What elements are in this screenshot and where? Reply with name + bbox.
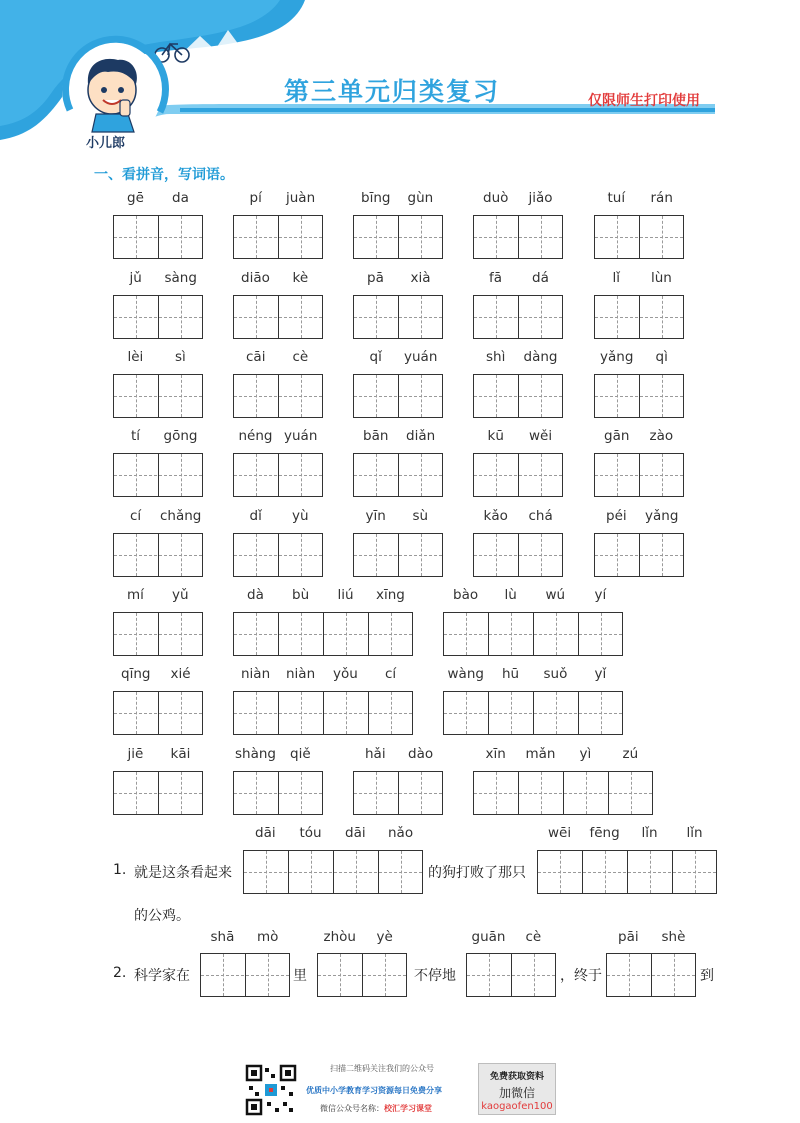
pinyin-syllable: shā [210,929,235,945]
word-box-20[interactable] [113,533,203,577]
pinyin-syllable: shì [486,349,506,365]
sentence-text: 就是这条看起来 [134,865,232,881]
word-box-1[interactable] [233,215,323,259]
sentence-2-blank-4[interactable] [606,953,696,997]
word-box-33[interactable] [353,771,443,815]
word-box-4[interactable] [594,215,684,259]
pinyin-syllable: lǐn [641,825,658,841]
word-box-22[interactable] [353,533,443,577]
pinyin-syllable: yǐ [594,666,607,682]
section-title: 一、看拼音，写词语。 [94,167,234,183]
pinyin-syllable: yīn [365,508,386,524]
pinyin-syllable: qīng [121,666,151,682]
pinyin-syllable: gān [604,428,630,444]
word-box-14[interactable] [594,374,684,418]
pinyin-syllable: cè [525,929,542,945]
sentence-text: 的狗打败了那只 [428,865,526,881]
word-box-12[interactable] [353,374,443,418]
word-box-21[interactable] [233,533,323,577]
word-box-28[interactable] [113,691,203,735]
pinyin-syllable: tí [131,428,141,444]
pinyin-syllable: fēng [589,825,620,841]
pinyin-syllable: kè [292,270,309,286]
pinyin-syllable: mò [257,929,279,945]
word-box-18[interactable] [473,453,563,497]
pinyin-syllable: dǐ [249,508,262,524]
sentence-text: 里 [293,968,307,984]
pinyin-syllable: xié [170,666,191,682]
pinyin-syllable: pí [249,190,262,206]
sentence-text: 不停地 [414,968,456,984]
pinyin-syllable: lǐn [686,825,703,841]
word-box-8[interactable] [473,295,563,339]
pinyin-syllable: bīng [361,190,391,206]
wechat-badge [478,1063,556,1115]
pinyin-syllable: mí [127,587,144,603]
pinyin-syllable: yǔ [172,587,189,603]
pinyin-syllable: diāo [241,270,270,286]
sentence-text: ，终于 [560,968,602,984]
qr-code-icon [245,1064,297,1116]
pinyin-syllable: jǔ [129,270,142,286]
account-name: 校汇学习课堂 [384,1104,432,1113]
pinyin-syllable: kāi [170,746,191,762]
pinyin-syllable: péi [606,508,627,524]
pinyin-syllable: jiē [127,746,144,762]
pinyin-syllable: gùn [407,190,434,206]
account-label: 微信公众号名称： [320,1104,384,1113]
pinyin-syllable: yǎng [645,508,679,524]
pinyin-syllable: guān [471,929,506,945]
pinyin-syllable: juàn [286,190,316,206]
sentence-text: 科学家在 [134,968,190,984]
pinyin-syllable: xīn [485,746,506,762]
pinyin-syllable: hǎi [365,746,386,762]
pinyin-syllable: jiǎo [528,190,553,206]
page-title: 第三单元归类复习 [284,77,501,106]
word-box-23[interactable] [473,533,563,577]
pinyin-syllable: xià [410,270,431,286]
pinyin-syllable: mǎn [525,746,556,762]
pinyin-syllable: dàng [523,349,558,365]
word-box-27[interactable] [443,612,623,656]
sentence-number: 1. [113,862,127,878]
pinyin-syllable: cí [130,508,142,524]
pinyin-syllable: zú [622,746,639,762]
pinyin-syllable: shè [661,929,686,945]
word-box-15[interactable] [113,453,203,497]
word-box-16[interactable] [233,453,323,497]
pinyin-syllable: cí [385,666,397,682]
pinyin-syllable: dāi [345,825,366,841]
word-box-25[interactable] [113,612,203,656]
word-box-19[interactable] [594,453,684,497]
sentence-2-blank-1[interactable] [200,953,290,997]
pinyin-syllable: dà [247,587,264,603]
sentence-text: 到 [700,968,714,984]
pinyin-syllable: dá [532,270,549,286]
pinyin-syllable: yǎng [600,349,634,365]
pinyin-syllable: yí [594,587,607,603]
sentence-1-blank-1[interactable] [243,850,423,894]
word-box-31[interactable] [113,771,203,815]
pinyin-syllable: yù [292,508,309,524]
pinyin-syllable: shàng [235,746,276,762]
sentence-2-blank-3[interactable] [466,953,556,997]
word-box-7[interactable] [353,295,443,339]
pinyin-syllable: da [172,190,189,206]
pinyin-syllable: zhòu [323,929,356,945]
pinyin-syllable: diǎn [406,428,436,444]
word-box-6[interactable] [233,295,323,339]
pinyin-syllable: pā [367,270,384,286]
word-box-10[interactable] [113,374,203,418]
pinyin-syllable: niàn [286,666,316,682]
pinyin-syllable: chá [528,508,553,524]
pinyin-syllable: pāi [618,929,639,945]
pinyin-syllable: qǐ [369,349,382,365]
pinyin-syllable: kū [487,428,504,444]
pinyin-syllable: wěi [529,428,553,444]
pinyin-syllable: cè [292,349,309,365]
word-box-9[interactable] [594,295,684,339]
pinyin-syllable: lù [504,587,517,603]
pinyin-syllable: lèi [127,349,144,365]
pinyin-syllable: yè [376,929,393,945]
word-box-24[interactable] [594,533,684,577]
pinyin-syllable: gōng [163,428,198,444]
badge-line-3: kaogaofen100 [481,1101,553,1112]
word-box-17[interactable] [353,453,443,497]
pinyin-syllable: yì [579,746,592,762]
pinyin-syllable: dào [408,746,434,762]
sentence-text: 的公鸡。 [134,908,190,924]
pinyin-syllable: suǒ [543,666,568,682]
pinyin-syllable: bān [363,428,389,444]
badge-line-1: 免费获取资料 [489,1072,544,1082]
pinyin-syllable: sàng [164,270,197,286]
sentence-1-blank-2[interactable] [537,850,717,894]
word-box-2[interactable] [353,215,443,259]
footer-scan-text: 扫描二维码关注我们的公众号 [330,1064,434,1073]
footer-account-label [320,1103,432,1114]
word-box-11[interactable] [233,374,323,418]
pinyin-syllable: cāi [246,349,266,365]
print-restriction-note: 仅限师生打印使用 [588,93,700,109]
pinyin-syllable: zào [649,428,674,444]
word-box-26[interactable] [233,612,413,656]
footer-share-text: 优质中小学教育学习资源每日免费分享 [306,1086,442,1095]
pinyin-syllable: niàn [241,666,271,682]
pinyin-syllable: bù [292,587,310,603]
pinyin-syllable: wēi [548,825,572,841]
pinyin-syllable: kǎo [483,508,508,524]
pinyin-syllable: duò [483,190,509,206]
pinyin-syllable: yǒu [333,666,358,682]
pinyin-syllable: sì [175,349,186,365]
pinyin-syllable: tuí [607,190,626,206]
word-box-13[interactable] [473,374,563,418]
pinyin-syllable: lùn [651,270,672,286]
pinyin-syllable: yuán [404,349,438,365]
sentence-number: 2. [113,965,127,981]
pinyin-syllable: yuán [284,428,318,444]
pinyin-syllable: wú [545,587,566,603]
pinyin-syllable: wàng [447,666,484,682]
pinyin-syllable: tóu [299,825,322,841]
word-box-5[interactable] [113,295,203,339]
pinyin-syllable: fā [489,270,503,286]
word-box-30[interactable] [443,691,623,735]
pinyin-syllable: chǎng [160,508,202,524]
word-box-34[interactable] [473,771,653,815]
sentence-2-blank-2[interactable] [317,953,407,997]
logo-text: 小儿郎 [86,136,126,151]
badge-line-2: 加微信 [498,1086,535,1100]
pinyin-syllable: lǐ [612,270,621,286]
word-box-0[interactable] [113,215,203,259]
pinyin-syllable: hū [502,666,520,682]
word-box-32[interactable] [233,771,323,815]
word-box-3[interactable] [473,215,563,259]
pinyin-syllable: bào [453,587,479,603]
pinyin-syllable: sù [412,508,429,524]
pinyin-syllable: néng [238,428,273,444]
pinyin-syllable: liú [337,587,354,603]
pinyin-syllable: qiě [290,746,311,762]
pinyin-syllable: dāi [255,825,276,841]
word-box-29[interactable] [233,691,413,735]
pinyin-syllable: xīng [376,587,405,603]
pinyin-syllable: qì [655,349,668,365]
pinyin-syllable: nǎo [388,825,414,841]
pinyin-syllable: gē [127,190,144,206]
pinyin-syllable: rán [650,190,673,206]
